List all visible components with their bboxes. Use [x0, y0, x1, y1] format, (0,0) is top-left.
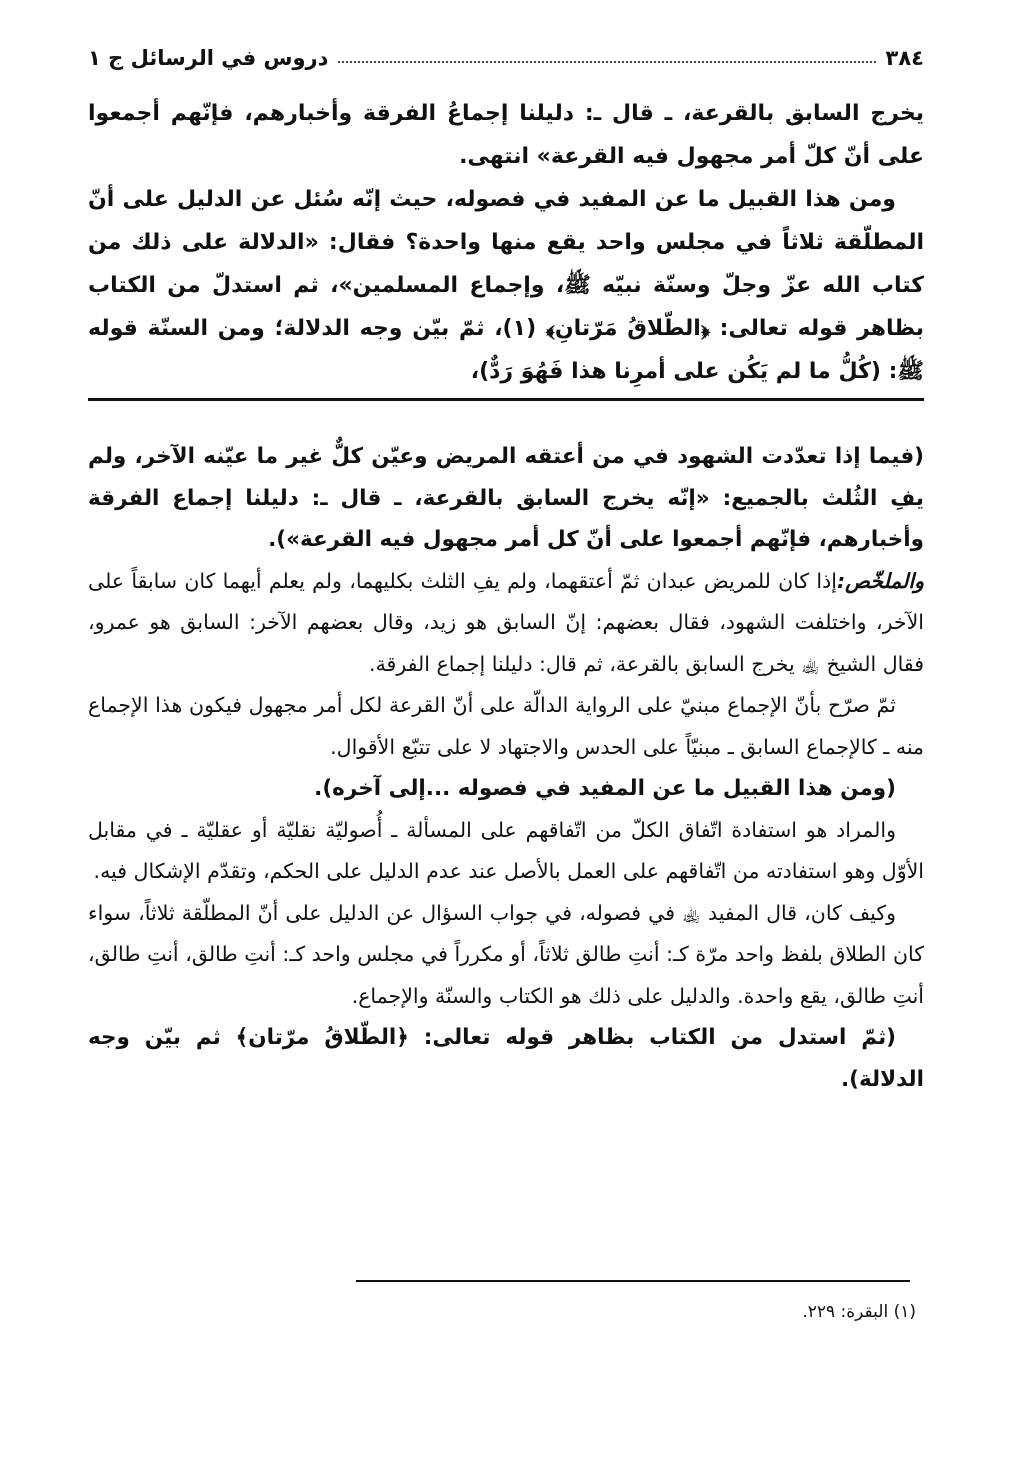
commentary-paragraph: وكيف كان، قال المفيد ﵀ في فصوله، في جواب السؤال عن الدليل على أنّ المطلّقة ثلاثاً، سواء كان الطلاق بلفظ واحد مرّة كـ: أنتِ طالق ثلاثاً، أو مكرراً في مجلس واحد كـ: أنتِ طالق، أنتِ طالق، أنتِ طالق، يقع واحدة. والدليل على ذلك هو الكتاب والسنّة والإجماع.	[88, 900, 924, 1008]
commentary-paragraph: (ومن هذا القبيل ما عن المفيد في فصوله ...إلى آخره).	[314, 776, 896, 801]
commentary-text	[88, 436, 924, 1100]
section-divider	[88, 398, 924, 401]
header-dot-leader	[338, 61, 875, 63]
commentary-paragraph: ثمّ صرّح بأنّ الإجماع مبنيّ على الرواية الدالّة على أنّ القرعة لكل أمر مجهول فيكون هذا الإجماع منه ـ كالإجماع السابق ـ مبنيّاً على الحدس والاجتهاد لا على تتبّع الأقوال.	[88, 693, 924, 759]
quoted-text	[88, 92, 924, 393]
footnote-divider	[356, 1280, 910, 1282]
page-number: ٣٨٤	[885, 46, 924, 70]
summary-text: إذا كان للمريض عبدان ثمّ أعتقهما، ولم يفِ الثلث بكليهما، ولم يعلم أيهما كان سابقاً على الآخر، واختلفت الشهود، فقال بعضهم: إنّ السابق هو زيد، وقال بعضهم الآخر: السابق هو عمرو، فقال الشيخ ﵀ يخرج السابق بالقرعة، ثم قال: دليلنا إجماع الفرقة.	[88, 568, 924, 676]
quote-paragraph: ومن هذا القبيل ما عن المفيد في فصوله، حيث إنّه سُئل عن الدليل على أنّ المطلّقة ثلاثاً في مجلس واحد يقع منها واحدة؟ فقال: «الدلالة على ذلك من كتاب الله عزّ وجلّ وسنّة نبيّه ﷺ، وإجماع المسلمين»، ثم استدلّ من الكتاب بظاهر قوله تعالى: ﴿الطّلاقُ مَرّتانِ﴾ (١)، ثمّ بيّن وجه الدلالة؛ ومن السنّة قوله ﷺ: (كُلُّ ما لم يَكُن على أمرِنا هذا فَهُوَ رَدٌّ)،	[88, 187, 924, 384]
commentary-paragraph: والمراد هو استفادة اتّفاق الكلّ من اتّفاقهم على المسألة ـ أُصوليّة نقليّة أو عقليّة ـ في مقابل الأوّل وهو استفادته من اتّفاقهم على العمل بالأصل عند عدم الدليل على الحكم، وتقدّم الإشكال فيه.	[88, 817, 924, 883]
footnote: (١) البقرة: ٢٢٩.	[802, 1302, 916, 1322]
quote-paragraph: يخرج السابق بالقرعة، ـ قال ـ: دليلنا إجماعُ الفرقة وأخبارهم، فإنّهم أجمعوا على أنّ كلّ أمر مجهول فيه القرعة» انتهى.	[88, 101, 924, 169]
commentary-paragraph	[88, 561, 924, 686]
book-title: دروس في الرسائل ج ١	[88, 46, 329, 70]
page-header	[88, 38, 924, 78]
commentary-paragraph: (ثمّ استدل من الكتاب بظاهر قوله تعالى: ﴿الطّلاقُ مرّتان﴾ ثم بيّن وجه الدلالة).	[88, 1025, 924, 1092]
commentary-paragraph: (فيما إذا تعدّدت الشهود في من أعتقه المريض وعيّن كلٌّ غير ما عيّنه الآخر، ولم يفِ الثُلث بالجميع: «إنّه يخرج السابق بالقرعة، ـ قال ـ: دليلنا إجماع الفرقة وأخبارهم، فإنّهم أجمعوا على أنّ كل أمر مجهول فيه القرعة»).	[88, 444, 924, 552]
summary-label: والملخّص:	[836, 568, 924, 593]
